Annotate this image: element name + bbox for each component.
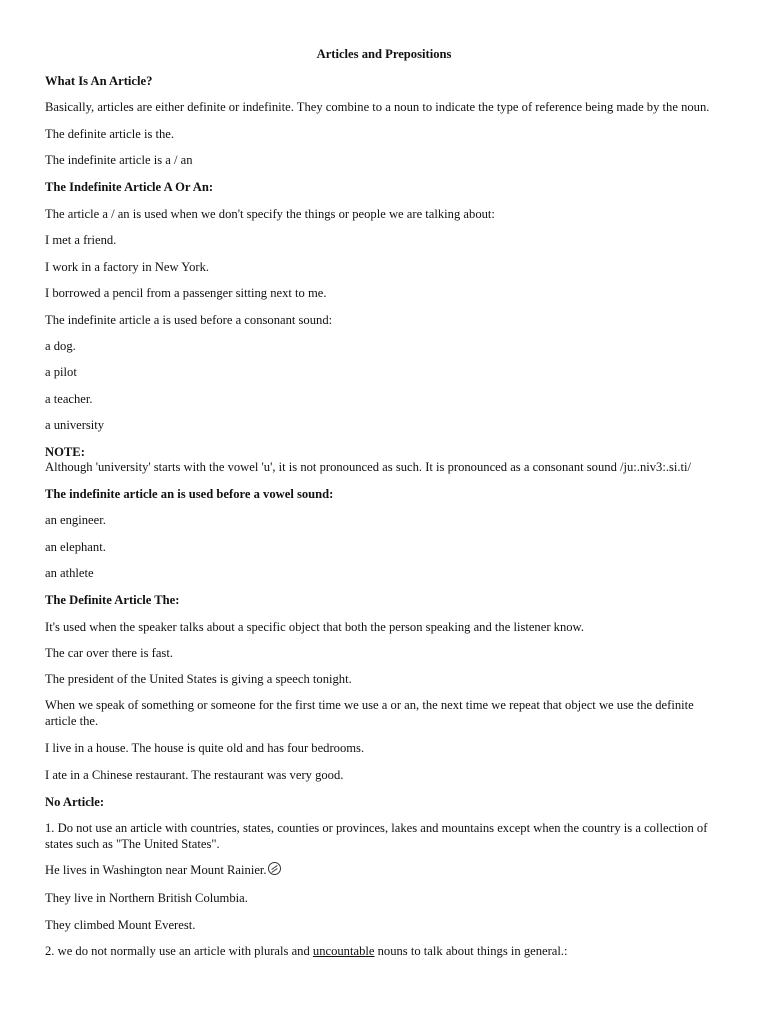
example-columbia: They live in Northern British Columbia. — [45, 891, 248, 905]
document-title: Articles and Prepositions — [316, 47, 452, 61]
vowel-example: an elephant. — [45, 540, 106, 554]
uncountable-link[interactable]: uncountable — [312, 944, 375, 958]
example-met-friend: I met a friend. — [45, 233, 117, 247]
intro-paragraph: Basically, articles are either definite or indefinite. They combine to a noun to indicate the type of reference being made by the noun. — [45, 100, 710, 114]
no-article-rule-2-prefix: 2. we do not normally use an article with plurals and — [45, 944, 313, 958]
no-article-rule-2 — [45, 943, 725, 959]
example-pencil: I borrowed a pencil from a passenger sitting next to me. — [45, 286, 327, 300]
consonant-example: a pilot — [45, 365, 77, 379]
example-washington: He lives in Washington near Mount Rainier. — [45, 863, 267, 877]
consonant-example: a dog. — [45, 339, 76, 353]
inline-symbol-icon — [268, 862, 281, 875]
heading-vowel-sound: The indefinite article an is used before a vowel sound: — [45, 487, 334, 501]
vowel-example: an athlete — [45, 566, 94, 580]
example-everest: They climbed Mount Everest. — [45, 918, 196, 932]
heading-no-article: No Article: — [45, 795, 105, 809]
example-president: The president of the United States is giving a speech tonight. — [45, 672, 352, 686]
indefinite-usage: The article a / an is used when we don't specify the things or people we are talking about: — [45, 207, 495, 221]
example-restaurant: I ate in a Chinese restaurant. The restaurant was very good. — [45, 768, 344, 782]
vowel-example: an engineer. — [45, 513, 106, 527]
example-house: I live in a house. The house is quite old and has four bedrooms. — [45, 741, 365, 755]
note-text: Although 'university' starts with the vowel 'u', it is not pronounced as such. It is pronounced as a consonant sound /ju:.niv3:.si.ti/ — [45, 460, 692, 474]
no-article-rule-2-suffix: nouns to talk about things in general.: — [374, 944, 568, 958]
heading-definite-article: The Definite Article The: — [45, 593, 180, 607]
example-car: The car over there is fast. — [45, 646, 173, 660]
first-time-rule: When we speak of something or someone for the first time we use a or an, the next time we repeat that object we use the definite article the. — [45, 698, 694, 728]
consonant-example: a university — [45, 418, 105, 432]
heading-what-is-article: What Is An Article? — [45, 74, 153, 88]
example-factory: I work in a factory in New York. — [45, 260, 210, 274]
consonant-example: a teacher. — [45, 392, 93, 406]
example-washington-line — [45, 862, 725, 878]
no-article-rule-1: 1. Do not use an article with countries, states, counties or provinces, lakes and mountains except when the country is a collection of states such as "The United States". — [45, 821, 708, 851]
definite-article-line: The definite article is the. — [45, 127, 175, 141]
note-label: NOTE: — [45, 445, 85, 459]
heading-indefinite-article: The Indefinite Article A Or An: — [45, 180, 214, 194]
definite-usage: It's used when the speaker talks about a specific object that both the person speaking and the listener know. — [45, 620, 584, 634]
consonant-rule: The indefinite article a is used before a consonant sound: — [45, 313, 333, 327]
indefinite-article-line: The indefinite article is a / an — [45, 153, 193, 167]
